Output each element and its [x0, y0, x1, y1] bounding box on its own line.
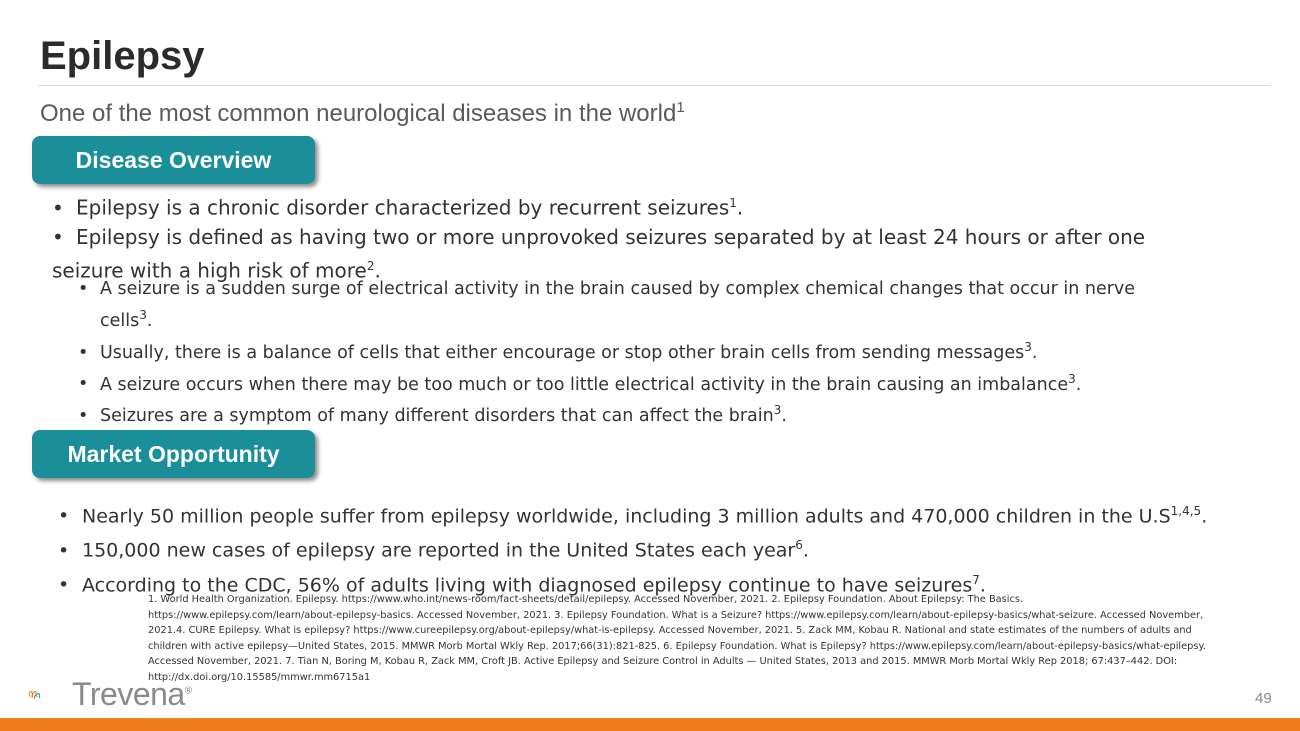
slide-subtitle: One of the most common neurological diseases in the world$^1$	[40, 99, 685, 127]
list-item: • Epilepsy is a chronic disorder characterized by recurrent seizures$^1$.	[52, 195, 744, 220]
reference-line: Accessed November, 2021. 7. Tian N, Boring M, Kobau R, Zack MM, Croft JB. Active Epilepsy and Seizure Control in Adults — United States, 2013 and 2015. MMWR Morb Mortal Wkly Rep 2018; 67:437–442. DOI:	[148, 656, 1178, 667]
market-bullets	[58, 497, 1278, 600]
page-number: 49	[1255, 690, 1272, 707]
footer-bar	[0, 718, 1300, 731]
title-divider	[38, 85, 1270, 86]
slide-title: Epilepsy	[40, 34, 205, 78]
list-item: • According to the CDC, 56% of adults living with diagnosed epilepsy continue to have seizures$^7$.	[58, 572, 986, 596]
list-item: • A seizure is a sudden surge of electrical activity in the brain caused by complex chemical changes that occur in nerve cells$^3$.	[78, 279, 1136, 331]
list-item: • A seizure occurs when there may be too much or too little electrical activity in the brain causing an imbalance$^3$.	[78, 371, 1082, 395]
list-item: • Usually, there is a balance of cells that either encourage or stop other brain cells from sending messages$^3$.	[78, 339, 1038, 363]
footnote-ref: 1	[676, 99, 685, 116]
list-item: • Nearly 50 million people suffer from epilepsy worldwide, including 3 million adults and 470,000 children in the $U.S^{1,4,5}$.	[58, 504, 1208, 528]
list-item: • Seizures are a symptom of many different disorders that can affect the brain$^3$.	[78, 403, 787, 427]
reference-line: https://www.epilepsy.com/learn/about-epilepsy-basics. Accessed November, 2021. 3. Epilepsy Foundation. What is a Seizure? https://www.epilepsy.com/learn/about-epilepsy-basics/what-seizure. Accessed November,	[148, 609, 1204, 621]
disease-overview-heading: Disease Overview	[32, 136, 315, 184]
reference-line: 2021.4. CURE Epilepsy. What is epilepsy? https://www.cureepilepsy.org/about-epilepsy/what-is-epilepsy. Accessed November, 2021. 5. Zack MM, Kobau R. National and state estimates of the numbers of adults and	[148, 625, 1192, 636]
list-item: • 150,000 new cases of epilepsy are reported in the United States each year$^6$.	[58, 538, 809, 562]
market-opportunity-heading: Market Opportunity	[32, 430, 315, 478]
overview-sub-bullets	[78, 276, 1268, 429]
trevena-logo-icon	[28, 676, 76, 712]
references	[148, 592, 1248, 685]
reference-line: http://dx.doi.org/10.15585/mmwr.mm6715a1	[148, 671, 371, 683]
logo-wordmark: Trevena®	[72, 676, 192, 712]
reference-line: 1. World Health Organization. Epilepsy. https://www.who.int/news-room/fact-sheets/detail/epilepsy. Accessed November, 2021. 2. Epilepsy Foundation. About Epilepsy: The Basics.	[148, 594, 1024, 605]
reference-line: children with active epilepsy—United States, 2015. MMWR Morb Mortal Wkly Rep. 2017;66(31):821-825. 6. Epilepsy Foundation. What is Epilepsy? https://www.epilepsy.com/learn/about-epilepsy-basics/what-epilepsy.	[148, 640, 1207, 652]
list-item: • Epilepsy is defined as having two or more unprovoked seizures separated by at least 24 hours or after one seizure with a high risk of more$^2$.	[52, 224, 1146, 283]
overview-bullets	[52, 189, 1272, 285]
